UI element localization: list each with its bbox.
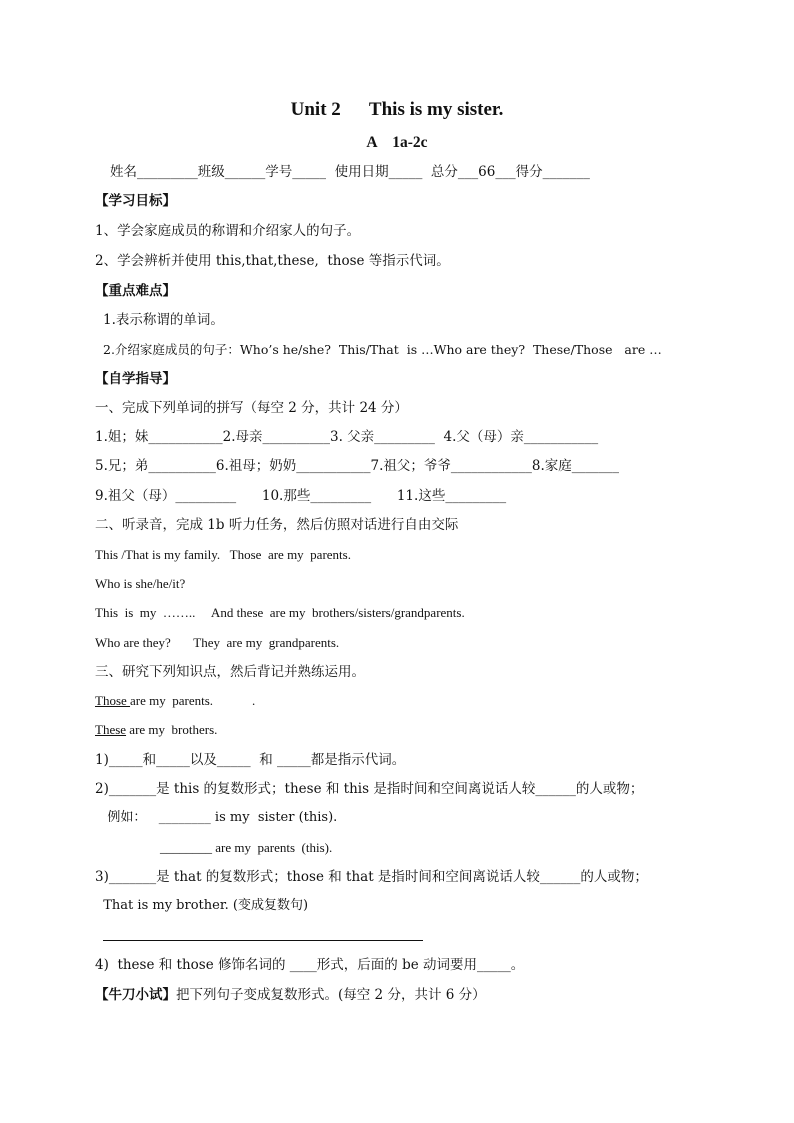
self-study-heading: 【自学指导】	[95, 371, 176, 387]
dialogue-line-4: Who are they? They are my grandparents.	[95, 635, 340, 650]
practice-text: 把下列句子变成复数形式。(每空 2 分，共计 6 分）	[176, 987, 486, 1003]
objectives-heading: 【学习目标】	[95, 193, 176, 209]
key-point-item-1: 1.表示称谓的单词。	[103, 312, 224, 328]
practice-line	[95, 986, 486, 1004]
point-1: 1)_____和_____以及_____ 和 _____都是指示代词。	[95, 752, 406, 768]
point-2-example-1: 例如： ________ is my sister (this).	[95, 810, 338, 825]
key-points-heading: 【重点难点】	[95, 283, 176, 299]
vocab-row-1: 1.姐；妹___________2.母亲__________3. 父亲_________ 4.父（母）亲___________	[95, 429, 599, 445]
page-subtitle: A 1a-2c	[366, 134, 428, 151]
part2-title: 二、听录音，完成 1b 听力任务，然后仿照对话进行自由交际	[95, 517, 459, 533]
point-3-example: That is my brother. (变成复数句)	[95, 898, 309, 913]
point-2-example-2: ________ are my parents (this).	[160, 840, 333, 855]
vocab-row-3: 9.祖父（母）_________ 10.那些_________ 11.这些_________	[95, 488, 507, 504]
student-info-line: 姓名_________班级______学号_____ 使用日期_____ 总分___66___得分_______	[110, 164, 590, 180]
example-sentence-1	[95, 692, 255, 710]
part3-title: 三、研究下列知识点，然后背记并熟练运用。	[95, 664, 365, 680]
answer-line[interactable]	[103, 940, 423, 941]
example-sentence-2	[95, 721, 217, 739]
objective-item-2: 2、学会辨析并使用 this,that,these, those 等指示代词。	[95, 253, 450, 269]
example-word-these: These	[95, 722, 127, 737]
point-4: 4) these 和 those 修饰名词的 ____形式，后面的 be 动词要用_____。	[95, 957, 525, 973]
practice-heading: 【牛刀小试】	[95, 987, 176, 1003]
vocab-row-2: 5.兄；弟__________6.祖母；奶奶___________7.祖父；爷爷____________8.家庭_______	[95, 458, 620, 474]
dialogue-line-1: This /That is my family. Those are my parents.	[95, 547, 351, 562]
example-rest-1: are my parents. .	[130, 693, 256, 708]
page-title: Unit 2 This is my sister.	[290, 99, 504, 120]
example-word-those: Those	[95, 693, 131, 708]
part1-title: 一、完成下列单词的拼写（每空 2 分，共计 24 分）	[95, 400, 408, 416]
key-point-item-2: 2.介绍家庭成员的句子：Who’s he/she? This/That is …Who are they? These/Those are …	[103, 342, 662, 357]
point-2: 2)_______是 this 的复数形式；these 和 this 是指时间和空间离说话人较______的人或物；	[95, 781, 644, 797]
example-rest-2: are my brothers.	[126, 722, 218, 737]
dialogue-line-2: Who is she/he/it?	[95, 576, 186, 591]
dialogue-line-3: This is my …….. And these are my brothers/sisters/grandparents.	[95, 605, 465, 620]
objective-item-1: 1、学会家庭成员的称谓和介绍家人的句子。	[95, 223, 361, 239]
point-3: 3)_______是 that 的复数形式；those 和 that 是指时间和空间离说话人较______的人或物；	[95, 869, 648, 885]
